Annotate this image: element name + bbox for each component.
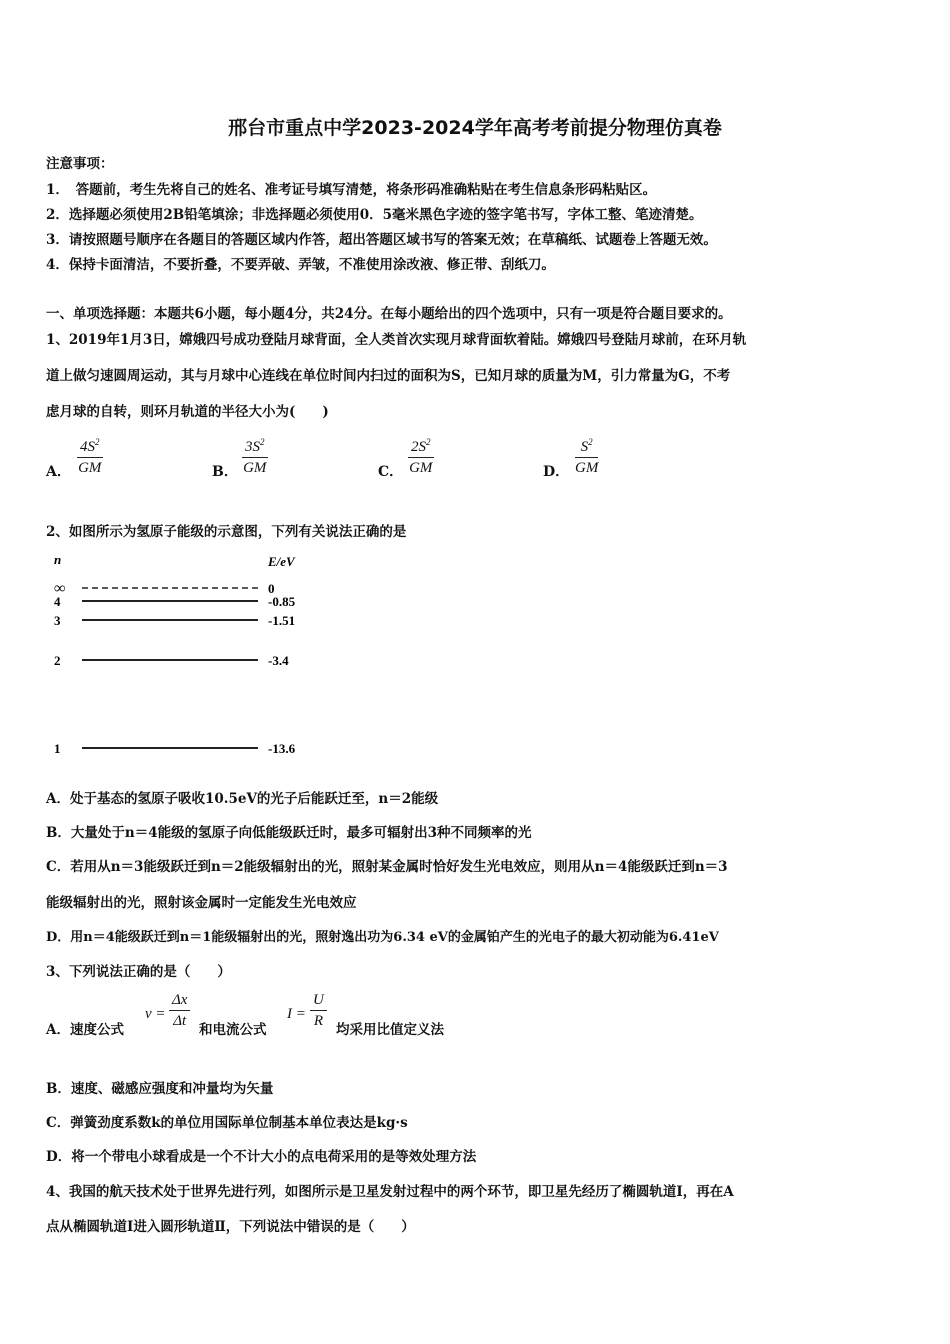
- q1-option-c-num: 2S: [411, 439, 426, 455]
- energy-level-n-label: 2: [54, 653, 61, 668]
- notice-heading: 注意事项：: [46, 156, 114, 172]
- q1-option-d-exp: 2: [588, 437, 593, 447]
- q3-current-symbol: I =: [287, 1006, 306, 1022]
- q1-option-c-fraction: [408, 437, 434, 477]
- q1-option-b-den: GM: [243, 460, 267, 476]
- q2-option-c-line-1: C．若用从n＝3能级跃迁到n＝2能级辐射出的光，照射某金属时恰好发生光电效应，则用从n＝4能级跃迁到n＝3: [46, 859, 728, 875]
- q2-option-b: B．大量处于n＝4能级的氢原子向低能级跃迁时，最多可辐射出3种不同频率的光: [46, 825, 532, 841]
- q3-option-a-prefix: A．速度公式: [46, 1022, 124, 1038]
- energy-level-e-label: -13.6: [268, 741, 296, 756]
- q3-velocity-den: Δt: [173, 1013, 187, 1029]
- q2-stem: 2、如图所示为氢原子能级的示意图，下列有关说法正确的是: [46, 524, 407, 540]
- q3-velocity-symbol: v =: [145, 1006, 166, 1022]
- q1-line-2: 道上做匀速圆周运动，其与月球中心连线在单位时间内扫过的面积为S，已知月球的质量为M，引力常量为G，不考: [46, 368, 731, 384]
- q1-option-c-label: C．: [378, 464, 404, 480]
- page-title: 邢台市重点中学2023-2024学年高考考前提分物理仿真卷: [228, 117, 722, 139]
- q3-option-d: D．将一个带电小球看成是一个不计大小的点电荷采用的是等效处理方法: [46, 1149, 477, 1165]
- q3-current-num: U: [310, 992, 327, 1011]
- q2-option-c-line-2: 能级辐射出的光，照射该金属时一定能发生光电效应: [46, 895, 357, 911]
- q1-option-d-fraction: [575, 437, 598, 477]
- energy-level-e-label: -0.85: [268, 594, 296, 609]
- q1-option-c-den: GM: [409, 460, 433, 476]
- q1-option-a-label: A．: [46, 464, 71, 480]
- q1-line-1: 1、2019年1月3日，嫦娥四号成功登陆月球背面，全人类首次实现月球背面软着陆。嫦娥四号登陆月球前，在环月轨: [46, 332, 747, 348]
- energy-level-n-label: 3: [54, 613, 61, 628]
- q1-option-b-exp: 2: [260, 437, 265, 447]
- q3-option-c: C．弹簧劲度系数k的单位用国际单位制基本单位表达是kg·s: [46, 1115, 408, 1131]
- q3-velocity-num: Δx: [169, 992, 190, 1011]
- q1-option-b-label: B．: [212, 464, 238, 480]
- q1-option-d-den: GM: [575, 460, 599, 476]
- energy-level-e-label: 0: [268, 581, 275, 596]
- notice-item-3: 3．请按照题号顺序在各题目的答题区域内作答，超出答题区域书写的答案无效；在草稿纸、试题卷上答题无效。: [46, 232, 717, 248]
- diagram-n-label: n: [54, 552, 62, 567]
- q2-option-d: D．用n＝4能级跃迁到n＝1能级辐射出的光，照射逸出功为6.34 eV的金属铂产生的光电子的最大初动能为6.41eV: [46, 930, 719, 945]
- q1-option-a-num: 4S: [80, 439, 95, 455]
- energy-level-n-label: ∞: [54, 580, 66, 597]
- q2-option-a: A．处于基态的氢原子吸收10.5eV的光子后能跃迁至，n＝2能级: [46, 791, 439, 807]
- notice-item-4: 4．保持卡面清洁，不要折叠，不要弄破、弄皱，不准使用涂改液、修正带、刮纸刀。: [46, 257, 555, 273]
- q1-option-d-label: D．: [543, 464, 570, 480]
- q3-current-den: R: [313, 1013, 323, 1029]
- q3-current-fraction: [310, 992, 327, 1030]
- energy-level-n-label: 1: [54, 741, 61, 756]
- q1-option-a-fraction: [77, 437, 103, 477]
- q1-option-a-den: GM: [78, 460, 102, 476]
- q1-option-a-exp: 2: [95, 437, 100, 447]
- notice-item-1: 1． 答题前，考生先将自己的姓名、准考证号填写清楚，将条形码准确粘贴在考生信息条形码粘贴区。: [46, 182, 657, 198]
- q4-line-2: 点从椭圆轨道I进入圆形轨道Ⅱ，下列说法中错误的是（ ）: [46, 1219, 415, 1235]
- section-heading: 一、单项选择题：本题共6小题，每小题4分，共24分。在每小题给出的四个选项中，只有一项是符合题目要求的。: [46, 306, 732, 322]
- energy-level-e-label: -3.4: [268, 653, 289, 668]
- energy-level-e-label: -1.51: [268, 613, 296, 628]
- q3-option-b: B．速度、磁感应强度和冲量均为矢量: [46, 1081, 274, 1097]
- q4-line-1: 4、我国的航天技术处于世界先进行列，如图所示是卫星发射过程中的两个环节，即卫星先经历了椭圆轨道I，再在A: [46, 1184, 734, 1200]
- energy-level-diagram: [46, 548, 326, 763]
- energy-level-n-label: 4: [54, 594, 61, 609]
- diagram-e-label: E/eV: [268, 554, 295, 569]
- q3-stem: 3、下列说法正确的是（ ）: [46, 964, 231, 980]
- notice-item-2: 2．选择题必须使用2B铅笔填涂；非选择题必须使用0．5毫米黑色字迹的签字笔书写，字体工整、笔迹清楚。: [46, 207, 703, 223]
- q1-option-c-exp: 2: [426, 437, 431, 447]
- q3-option-a-suffix: 均采用比值定义法: [336, 1022, 444, 1038]
- q1-option-b-fraction: [242, 437, 268, 477]
- q1-option-b-num: 3S: [245, 439, 260, 455]
- q3-option-a-middle: 和电流公式: [199, 1022, 267, 1038]
- q1-option-d-num: S: [580, 439, 589, 455]
- q1-line-3: 虑月球的自转，则环月轨道的半径大小为( ): [46, 404, 329, 420]
- q3-velocity-fraction: [169, 992, 190, 1030]
